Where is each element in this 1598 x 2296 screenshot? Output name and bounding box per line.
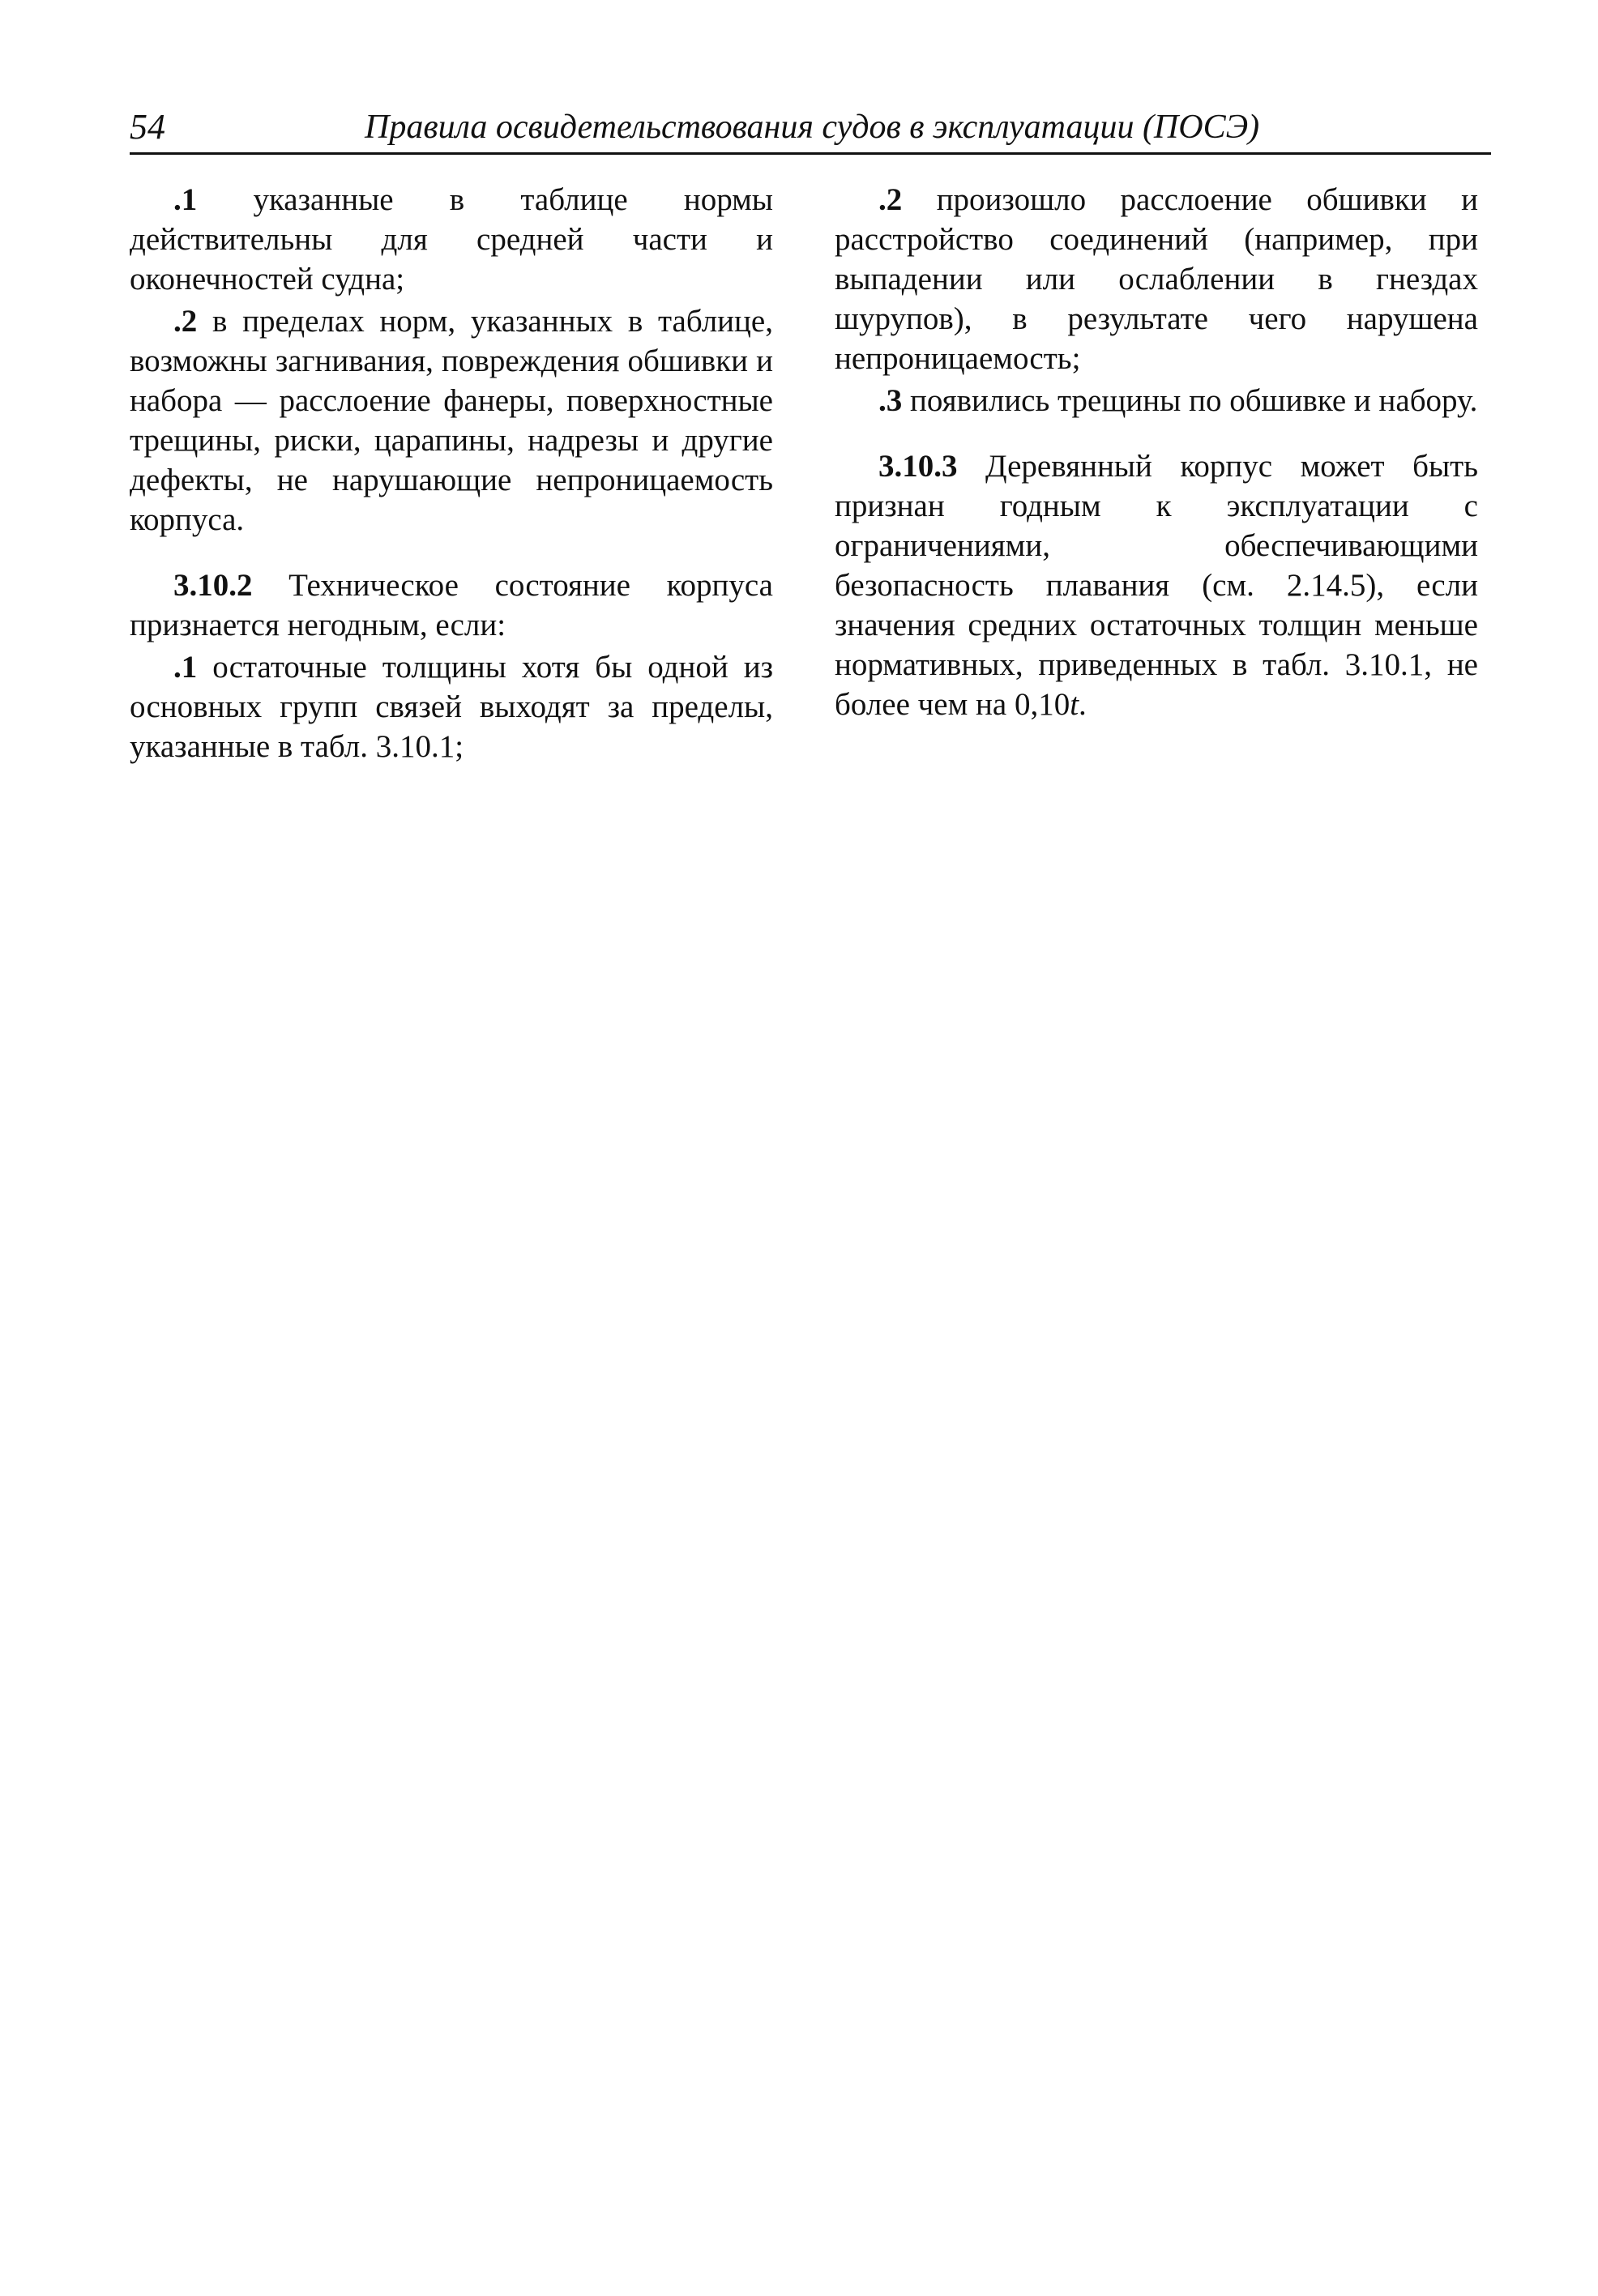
clause-number: .1 [173,650,198,685]
clause-text: появились трещины по обшивке и набору. [902,383,1478,418]
right-column [835,180,1478,724]
clause-text: Деревянный корпус может быть признан годным к эксплуатации с ограничениями, обеспечивающими безопасность плавания (см. 2.14.5), если значения средних остаточных толщин меньше нормативных, приведенных в табл. 3.10.1, не более чем на 0,10 [835,449,1478,722]
running-title: Правила освидетельствования судов в эксплуатации (ПОСЭ) [365,109,1260,146]
clause-end: . [1079,687,1087,722]
clause-text: остаточные толщины хотя бы одной из основных групп связей выходят за пределы, указанные в табл. 3.10.1; [130,650,773,764]
clause-3-10-2-item-1 [130,647,773,766]
clause-3-10-1-item-1 [130,180,773,299]
clause-text: указанные в таблице нормы действительны для средней части и оконечностей судна; [130,182,773,297]
clause-number: .1 [173,182,198,217]
thickness-symbol: t [1070,687,1079,722]
left-column [130,180,773,766]
clause-number: .3 [878,383,903,418]
clause-3-10-2-item-2 [835,180,1478,378]
page-header [130,104,1491,155]
clause-text: в пределах норм, указанных в таблице, возможны загнивания, повреждения обшивки и набора — расслоение фанеры, поверхностные трещины, риски, царапины, надрезы и другие дефекты, не нарушающие непроницаемость корпуса. [130,304,773,537]
clause-text: Техническое состояние корпуса признается негодным, если: [130,568,773,642]
page-number: 54 [130,107,165,147]
clause-3-10-2 [130,565,773,645]
clause-number: 3.10.3 [878,449,958,484]
clause-number: 3.10.2 [173,568,253,603]
clause-3-10-1-item-2 [130,301,773,540]
clause-number: .2 [878,182,903,217]
clause-3-10-3 [835,446,1478,724]
clause-number: .2 [173,304,198,339]
clause-3-10-2-item-3 [835,381,1478,420]
clause-text: произошло расслоение обшивки и расстройство соединений (например, при выпадении или ослаблении в гнездах шурупов), в результате чего нарушена непроницаемость; [835,182,1478,376]
